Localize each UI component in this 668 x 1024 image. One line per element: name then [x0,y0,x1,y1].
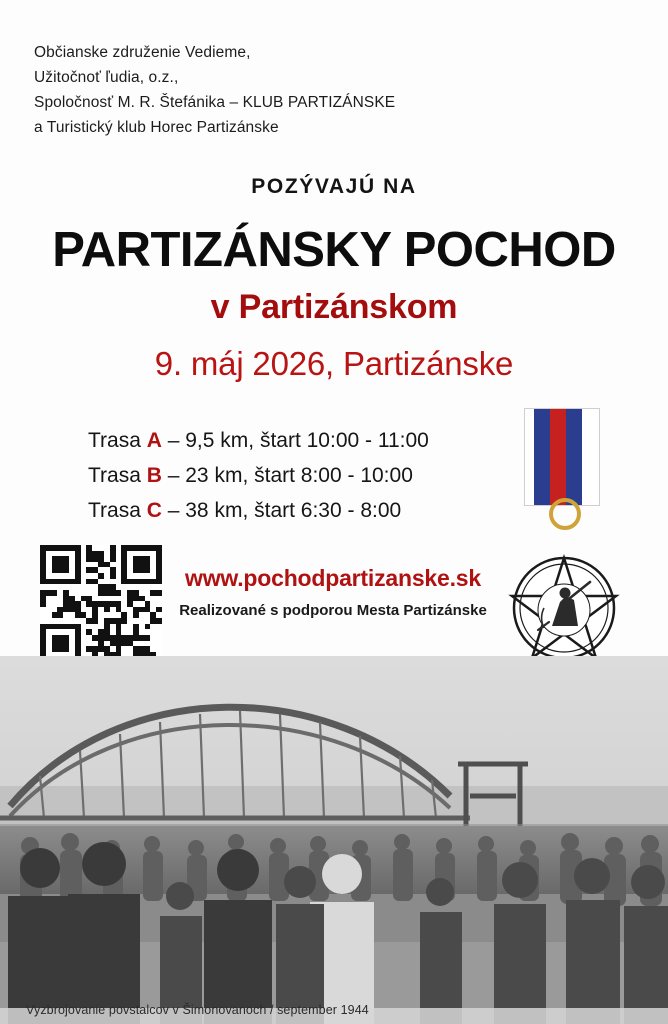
route-letter: C [146,498,162,522]
route-letter: B [146,463,162,487]
organizer-line-2: Užitočnoť ľudia, o.z., [34,69,179,87]
route-details: – 38 km, štart 6:30 - 8:00 [161,498,402,522]
medal-ribbon-icon [516,408,608,530]
route-details: – 9,5 km, štart 10:00 - 11:00 [161,429,429,452]
organizer-line-4: a Turistický klub Horec Partizánske [34,119,279,137]
event-date: 9. máj 2026, Partizánske [154,345,514,382]
route-prefix: Trasa [88,463,147,487]
organizer-line-1: Občianske združenie Vedieme, [34,44,251,61]
route-row [88,459,429,494]
ribbon-icon [524,408,600,506]
invite-line: POZÝVAJÚ NA [251,175,417,198]
route-row [88,424,429,459]
organizers-block [34,40,395,140]
route-prefix: Trasa [88,429,147,452]
medal-ring-icon [549,498,581,530]
organizer-line-3: Spoločnosť M. R. Štefánika – KLUB PARTIZÁNSKE [34,94,396,112]
route-row [88,494,429,529]
route-details: – 23 km, štart 8:00 - 10:00 [161,463,413,487]
partisan-star-emblem-icon [508,552,620,664]
historic-photo [0,656,668,1024]
website-link[interactable]: www.pochodpartizanske.sk [185,565,481,591]
page-subtitle: v Partizánskom [210,288,458,326]
support-line: Realizované s podporou Mesta Partizánske [179,602,487,619]
photo-caption: Vyzbrojovanie povstalcov v Šimonovanoch / september 1944 [26,1003,369,1017]
qr-code-icon[interactable] [40,545,162,663]
route-prefix: Trasa [88,498,147,522]
route-letter: A [146,429,162,452]
page-title: PARTIZÁNSKY POCHOD [52,223,616,277]
routes-list [88,424,429,529]
